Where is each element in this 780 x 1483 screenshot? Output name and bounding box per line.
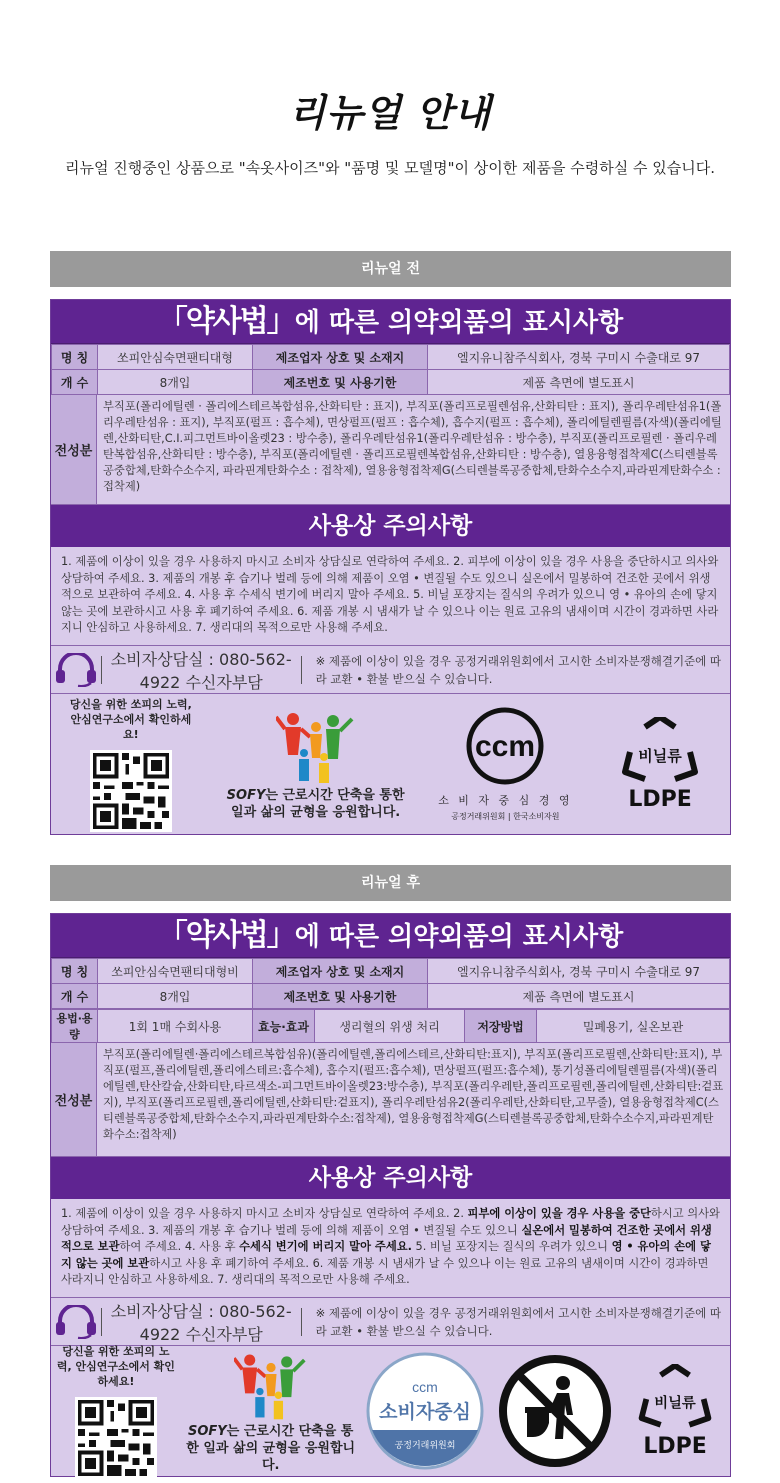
- ccm-small-text: ccm: [412, 1379, 439, 1395]
- ingredients-text: 부직포(폴리에틸렌 · 폴리에스테르복합섬유,산화티탄 : 표지), 부직포(폴리프로필렌섬유,산화티탄 : 표지), 폴리우레탄섬유1(폴리우레탄섬유 : 표지), 부직포(펄프 : 흡수체), 면상펄프(펄프 : 흡수체), 흡수지(펄프 : 흡수체), 폴리에틸렌필름(자색)(폴리에틸렌,산화티탄,C.I.피그먼트바이올렛23 : 방수층), 폴리우레탄섬유1(폴리우레탄섬유 : 방수층), 부직포(폴리프로필렌 · 폴리우레탄복합섬유,산화티탄 : 방수층), 부직포(폴리에틸렌 · 폴리프로필렌복합섬유,산화티탄 : 방수층), 열용융형접착제C(스티렌블록공중합체,탄화수소수지, 파라핀계탄화수소 : 접착제), 열용융형접착제G(스티렌블록공중합체,탄화수소수지,파라핀계탄화수소 : 접착제): [103, 400, 722, 493]
- caution-part: 하여 주세요. 4. 사용 후: [119, 1240, 240, 1253]
- header-rest: 에 따른 의약외품의 표시사항: [294, 308, 624, 338]
- after-label-bar: 리뉴얼 후: [50, 865, 731, 901]
- ingredients-text: 부직포(폴리에틸렌·폴리에스테르복합섬유)(폴리에틸렌,폴리에스테르,산화티탄:표지), 부직포(폴리프로필렌,산화티탄:표지), 부직포(펄프,폴리에틸렌,폴리에스테르:흡수체), 흡수지(펄프:흡수체), 면상펄프(펄프:흡수체), 통기성폴리에틸렌필름(자색)(폴리에틸렌,탄산칼슘,산화티탄,타르색소-피그먼트바이올렛23:방수층), 부직포(폴리우레탄,폴리프로필렌,폴리에틸렌,산화티탄:겉표지), 부직포(폴리프로필렌,폴리에틸렌,산화티탄:겉표지), 폴리우레탄섬유2(폴리우레탄,산화티탄,고무줄), 열용융형접착제C(스티렌블록공중합체,탄화수소수지,파라핀계탄화수소:접착제), 열용융형접착제G(스티렌블록공중합체,탄화수소수지,파라핀계탄화수소:접착제): [103, 1048, 724, 1141]
- table-row: [52, 984, 730, 1009]
- sofy-brand: SOFY: [226, 788, 266, 803]
- ccm-main-text: 소비자중심: [379, 1401, 472, 1423]
- before-caution-text: 1. 제품에 이상이 있을 경우 사용하지 마시고 소비자 상담실로 연락하여 주세요. 2. 피부에 이상이 있을 경우 사용을 중단하시고 의사와 상담하여 주세요. 3. 제품의 개봉 후 습기나 벌레 등에 의해 제품이 오염 • 변질될 수도 있으니 실온에서 밀봉하여 건조한 곳에서 위생적으로 보관하여 주세요. 4. 사용 후 수세식 변기에 버리지 말아 주세요. 5. 비닐 포장지는 질식의 우려가 있으니 영 • 유아의 손에 닿지 않는 곳에 보관하시고 사용 후 폐기하여 주세요. 6. 제품 개봉 시 냄새가 날 수 있으나 이는 원료 고유의 냄새이며 시간이 경과하면 사라지니 안심하고 사용하세요. 7. 생리대의 목적으로만 사용해 주세요.: [51, 547, 730, 646]
- value-usage: 1회 1매 수회사용: [98, 1010, 253, 1043]
- value-manufacturer: 엘지유니참주식회사, 경북 구미시 수출대로 97: [428, 345, 730, 370]
- label-name: 명 칭: [52, 959, 98, 984]
- ccm-line2: 공정거래위원회 | 한국소비자원: [451, 812, 560, 821]
- ccm-text: ccm: [475, 730, 536, 763]
- sofy-text: 는 근로시간 단축을 통한 일과 삶의 균형을 응원합니다.: [186, 1423, 356, 1473]
- recycle-top-text: 비닐류: [638, 746, 682, 765]
- caution-part: 하시고 사용 후 폐기하여 주세요. 6. 제품 개봉 시 냄새가 날 수 있으나 이는 원료 고유의 냄새이며 시간이 경과하면 사라지니 안심하고 사용하세요. 7. 생리대의 목적으로만 사용해 주세요.: [61, 1256, 709, 1286]
- ccm-line1: 소 비 자 중 심 경 영: [438, 794, 573, 807]
- label-name: 명 칭: [52, 345, 98, 370]
- qr-code-icon[interactable]: [75, 1397, 157, 1479]
- before-panel: [50, 251, 731, 835]
- header-rest: 에 따른 의약외품의 표시사항: [294, 922, 624, 952]
- header-bracket: 「약사법」: [157, 918, 295, 953]
- ccm-logo-icon: [457, 706, 553, 786]
- page-title: 리뉴얼 안내: [288, 91, 492, 135]
- after-ingredients: [51, 1043, 730, 1157]
- before-logos: [51, 694, 730, 834]
- after-logos: [51, 1346, 730, 1476]
- qr-code-icon[interactable]: [90, 750, 172, 832]
- value-count: 8개입: [98, 984, 253, 1009]
- headset-icon: [51, 653, 101, 687]
- after-info-table: [51, 958, 730, 1009]
- family-logo-icon: [234, 1349, 308, 1423]
- caution-part: 하시고 의사와 상담하여 주세요. 3. 제품의 개봉 후 습기나 벌레 등에 의해 제품이 오염 • 변질될 수도 있으니: [61, 1207, 720, 1237]
- qr-caption: 당신을 위한 쏘피의 노력, 안심연구소에서 확인하세요!: [56, 1344, 175, 1388]
- label-lot: 제조번호 및 사용기한: [253, 984, 428, 1009]
- after-caution-header: 사용상 주의사항: [51, 1157, 730, 1199]
- recycle-block: [625, 1364, 725, 1459]
- label-effect: 효능·효과: [253, 1010, 315, 1043]
- sofy-caption: [186, 1423, 356, 1474]
- label-count: 개 수: [52, 984, 98, 1009]
- family-logo-icon: [276, 707, 356, 787]
- no-toilet-icon: [497, 1353, 613, 1469]
- value-count: 8개입: [98, 370, 253, 395]
- sofy-block: [186, 1349, 356, 1474]
- value-name: 쏘피안심숙면팬티대형: [98, 345, 253, 370]
- before-customer-service: [51, 646, 730, 694]
- before-ingredients: [51, 395, 730, 505]
- recycle-icon: [615, 717, 705, 787]
- value-name: 쏘피안심숙면팬티대형비: [98, 959, 253, 984]
- label-count: 개 수: [52, 370, 98, 395]
- ccm-sub-text: 공정거래위원회: [395, 1441, 456, 1451]
- value-effect: 생리혈의 위생 처리: [315, 1010, 465, 1043]
- caution-bold: 수세식 변기에 버리지 말아 주세요.: [239, 1240, 412, 1253]
- notice-text: ※ 제품에 이상이 있을 경우 공정거래위원회에서 고시한 소비자분쟁해결기준에 따라 교환 • 환불 받으실 수 있습니다.: [315, 653, 722, 686]
- before-card: [50, 299, 731, 835]
- sofy-text: 는 근로시간 단축을 통한 일과 삶의 균형을 응원합니다.: [231, 788, 405, 820]
- ccm-badge-icon: [366, 1352, 484, 1470]
- notice-text: ※ 제품에 이상이 있을 경우 공정거래위원회에서 고시한 소비자분쟁해결기준에 따라 교환 • 환불 받으실 수 있습니다.: [315, 1305, 722, 1338]
- recycle-top-text: 비닐류: [654, 1395, 696, 1412]
- label-usage: 용법·용량: [52, 1010, 98, 1043]
- table-row: [52, 959, 730, 984]
- label-lot: 제조번호 및 사용기한: [253, 370, 428, 395]
- table-row: [52, 1010, 730, 1043]
- ingredients-label: 전성분: [51, 1043, 97, 1156]
- recycle-icon: [632, 1364, 718, 1434]
- recycle-block: [605, 717, 715, 812]
- caution-bold: 피부에 이상이 있을 경우 사용을 중단: [467, 1207, 651, 1220]
- after-panel: [50, 865, 731, 1477]
- page-subtitle: 리뉴얼 진행중인 상품으로 "속옷사이즈"와 "품명 및 모델명"이 상이한 제품을 수령하실 수 있습니다.: [65, 159, 715, 177]
- after-card-header: [51, 914, 730, 958]
- sofy-block: [226, 707, 406, 821]
- sofy-brand: SOFY: [188, 1423, 227, 1439]
- value-lot: 제품 측면에 별도표시: [428, 984, 730, 1009]
- ingredients-label: 전성분: [51, 395, 97, 504]
- label-manufacturer: 제조업자 상호 및 소재지: [253, 345, 428, 370]
- recycle-bottom-text: LDPE: [628, 786, 692, 812]
- table-row: [52, 345, 730, 370]
- qr-block: [66, 697, 196, 832]
- before-caution-header: 사용상 주의사항: [51, 505, 730, 547]
- value-lot: 제품 측면에 별도표시: [428, 370, 730, 395]
- after-usage-table: [51, 1009, 730, 1043]
- before-label-bar: 리뉴얼 전: [50, 251, 731, 287]
- caution-bold: 실온에서 밀봉하여 건조한 곳에서 위생적으로 보관: [61, 1223, 712, 1253]
- header-bracket: 「약사법」: [157, 304, 295, 339]
- table-row: [52, 370, 730, 395]
- caution-part: 1. 제품에 이상이 있을 경우 사용하지 마시고 소비자 상담실로 연락하여 주세요. 2.: [61, 1207, 468, 1220]
- value-manufacturer: 엘지유니참주식회사, 경북 구미시 수출대로 97: [428, 959, 730, 984]
- label-storage: 저장방법: [465, 1010, 537, 1043]
- qr-caption: 당신을 위한 쏘피의 노력, 안심연구소에서 확인하세요!: [69, 697, 192, 741]
- headset-icon: [51, 1305, 101, 1339]
- value-storage: 밀폐용기, 실온보관: [537, 1010, 730, 1043]
- recycle-bottom-text: LDPE: [643, 1433, 707, 1459]
- caution-part: 5. 비닐 포장지는 질식의 우려가 있으니: [411, 1240, 612, 1253]
- before-info-table: [51, 344, 730, 395]
- no-flush-badge: [495, 1353, 615, 1469]
- after-customer-service: [51, 1298, 730, 1346]
- before-card-header: [51, 300, 730, 344]
- after-card: [50, 913, 731, 1477]
- label-manufacturer: 제조업자 상호 및 소재지: [253, 959, 428, 984]
- ccm-block: [435, 706, 575, 822]
- sofy-caption: [226, 787, 406, 821]
- phone-text: 소비자상담실 : 080-562-4922 수신자부담: [110, 1301, 292, 1344]
- ccm-consumer-badge: [365, 1352, 485, 1470]
- after-caution-text: [51, 1199, 730, 1298]
- qr-block: [56, 1344, 176, 1479]
- caution-bold: 영 • 유아의 손에 닿지 않는 곳에 보관: [61, 1240, 711, 1270]
- phone-text: 소비자상담실 : 080-562-4922 수신자부담: [110, 649, 292, 692]
